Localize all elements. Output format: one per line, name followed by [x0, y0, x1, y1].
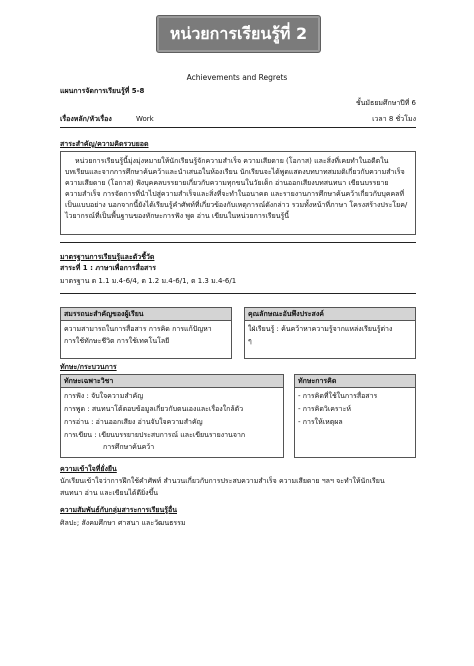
- skill-line: การพูด : สนทนาโต้ตอบข้อมูลเกี่ยวกับตนเองและเรื่องใกล้ตัว: [64, 405, 244, 413]
- competency-box: [60, 307, 232, 359]
- divider: [60, 242, 416, 243]
- topic-label: เรื่องหลัก/หัวเรื่อง: [60, 115, 112, 123]
- unit-title-banner: หน่วยการเรียนรู้ที่ 2: [156, 15, 321, 53]
- competency-line: การใช้ทักษะชีวิต การใช้เทคโนโลยี: [64, 337, 170, 345]
- essence-box: [60, 151, 416, 235]
- time-allocation: เวลา 8 ชั่วโมง: [372, 115, 416, 123]
- competency-heading: สมรรถนะสำคัญของผู้เรียน: [61, 308, 231, 321]
- skill-line: การเขียน : เขียนบรรยายประสบการณ์ และเขียนรายงานจาก: [64, 431, 246, 439]
- divider: [60, 293, 416, 294]
- specific-skills-box: [60, 374, 284, 458]
- grade-level: ชั้นมัธยมศึกษาปีที่ 6: [355, 99, 416, 107]
- skill-line: การอ่าน : อ่านออกเสียง อ่านจับใจความสำคัญ: [64, 418, 203, 426]
- section-heading-skills: ทักษะ/กระบวนการ: [60, 363, 117, 371]
- unit-subtitle: Achievements and Regrets: [186, 73, 288, 82]
- specific-skills-heading: ทักษะเฉพาะวิชา: [61, 375, 283, 388]
- divider: [60, 127, 416, 128]
- standards-indicators: มาตรฐาน ต 1.1 ม.4-6/4, ต 1.2 ม.4-6/1, ต 1.3 ม.4-6/1: [60, 277, 237, 285]
- competency-line: ความสามารถในการสื่อสาร การคิด การแก้ปัญหา: [64, 325, 212, 333]
- skill-line: การศึกษาค้นคว้า: [103, 443, 155, 451]
- section-heading-essence: สาระสำคัญ/ความคิดรวบยอด: [60, 140, 149, 148]
- attributes-line: ๆ: [248, 337, 252, 345]
- attributes-heading: คุณลักษณะอันพึงประสงค์: [245, 308, 415, 321]
- thinking-line: - การให้เหตุผล: [298, 418, 343, 426]
- integration-text: ศิลปะ; สังคมศึกษา ศาสนา และวัฒนธรรม: [60, 519, 186, 527]
- topic-value: Work: [136, 115, 154, 123]
- thinking-line: - การคิดวิเคราะห์: [298, 405, 351, 413]
- strand-label: สาระที่ 1 : ภาษาเพื่อการสื่อสาร: [60, 264, 156, 272]
- attributes-line: ใฝ่เรียนรู้ : ค้นคว้าหาความรู้จากแหล่งเรียนรู้ต่าง: [248, 325, 393, 333]
- thinking-skills-heading: ทักษะการคิด: [295, 375, 415, 388]
- attributes-box: [244, 307, 416, 359]
- understanding-line: สนทนา อ่าน และเขียนได้ดียิ่งขึ้น: [60, 489, 159, 497]
- skill-line: การฟัง : จับใจความสำคัญ: [64, 392, 144, 400]
- essence-text: หน่วยการเรียนรู้นี้มุ่งมุ่งหมายให้นักเรียนรู้จักความสำเร็จ ความเสียดาย (โอกาส) และสิ่งที่เคยทำในอดีตใน บทเรียนและจากการศึกษาค้นคว้าและนำเสนอในห้องเรียน นักเรียนจะได้พูดแสดงบทบาทสมมติเกี่ยวกับความสำเร็จ ความเสียดาย (โอกาส) ฟังบุคคลบรรยายเกี่ยวกับความทุกขนในวัยเด็ก อ่านออกเสียงบทสนทนา เขียนบรรยาย ความสำเร็จ การจัดการที่นำไปสู่ความสำเร็จและสิ่งที่จะทำในอนาคต และรายงานการศึกษาค้นคว้าเกี่ยวกับบุคคลที่ เป็นแบบอย่าง นอกจากนี้ยังได้เรียนรู้คำศัพท์ที่เกี่ยวข้องกับเหตุการณ์ดังกล่าว รวมทั้งหน้าที่ภาษา โครงสร้างประโยค/ ไวยากรณ์ที่เป็นพื้นฐานของทักษะการฟัง พูด อ่าน เขียนในหน่วยการเรียนรู้นี้: [65, 157, 408, 220]
- section-heading-integration: ความสัมพันธ์กับกลุ่มสาระการเรียนรู้อื่น: [60, 506, 177, 514]
- understanding-line: นักเรียนเข้าใจว่าการฝึกใช้คำศัพท์ สำนวนเกี่ยวกับการประสบความสำเร็จ ความเสียดาย ฯลฯ จะทำให้นักเรียน: [60, 477, 385, 485]
- thinking-line: - การคิดที่ใช้ในการสื่อสาร: [298, 392, 378, 400]
- plan-label: แผนการจัดการเรียนรู้ที่ 5-8: [60, 87, 145, 95]
- thinking-skills-box: [294, 374, 416, 458]
- section-heading-standards: มาตรฐานการเรียนรู้และตัวชี้วัด: [60, 253, 155, 261]
- section-heading-understanding: ความเข้าใจที่ยั่งยืน: [60, 465, 117, 473]
